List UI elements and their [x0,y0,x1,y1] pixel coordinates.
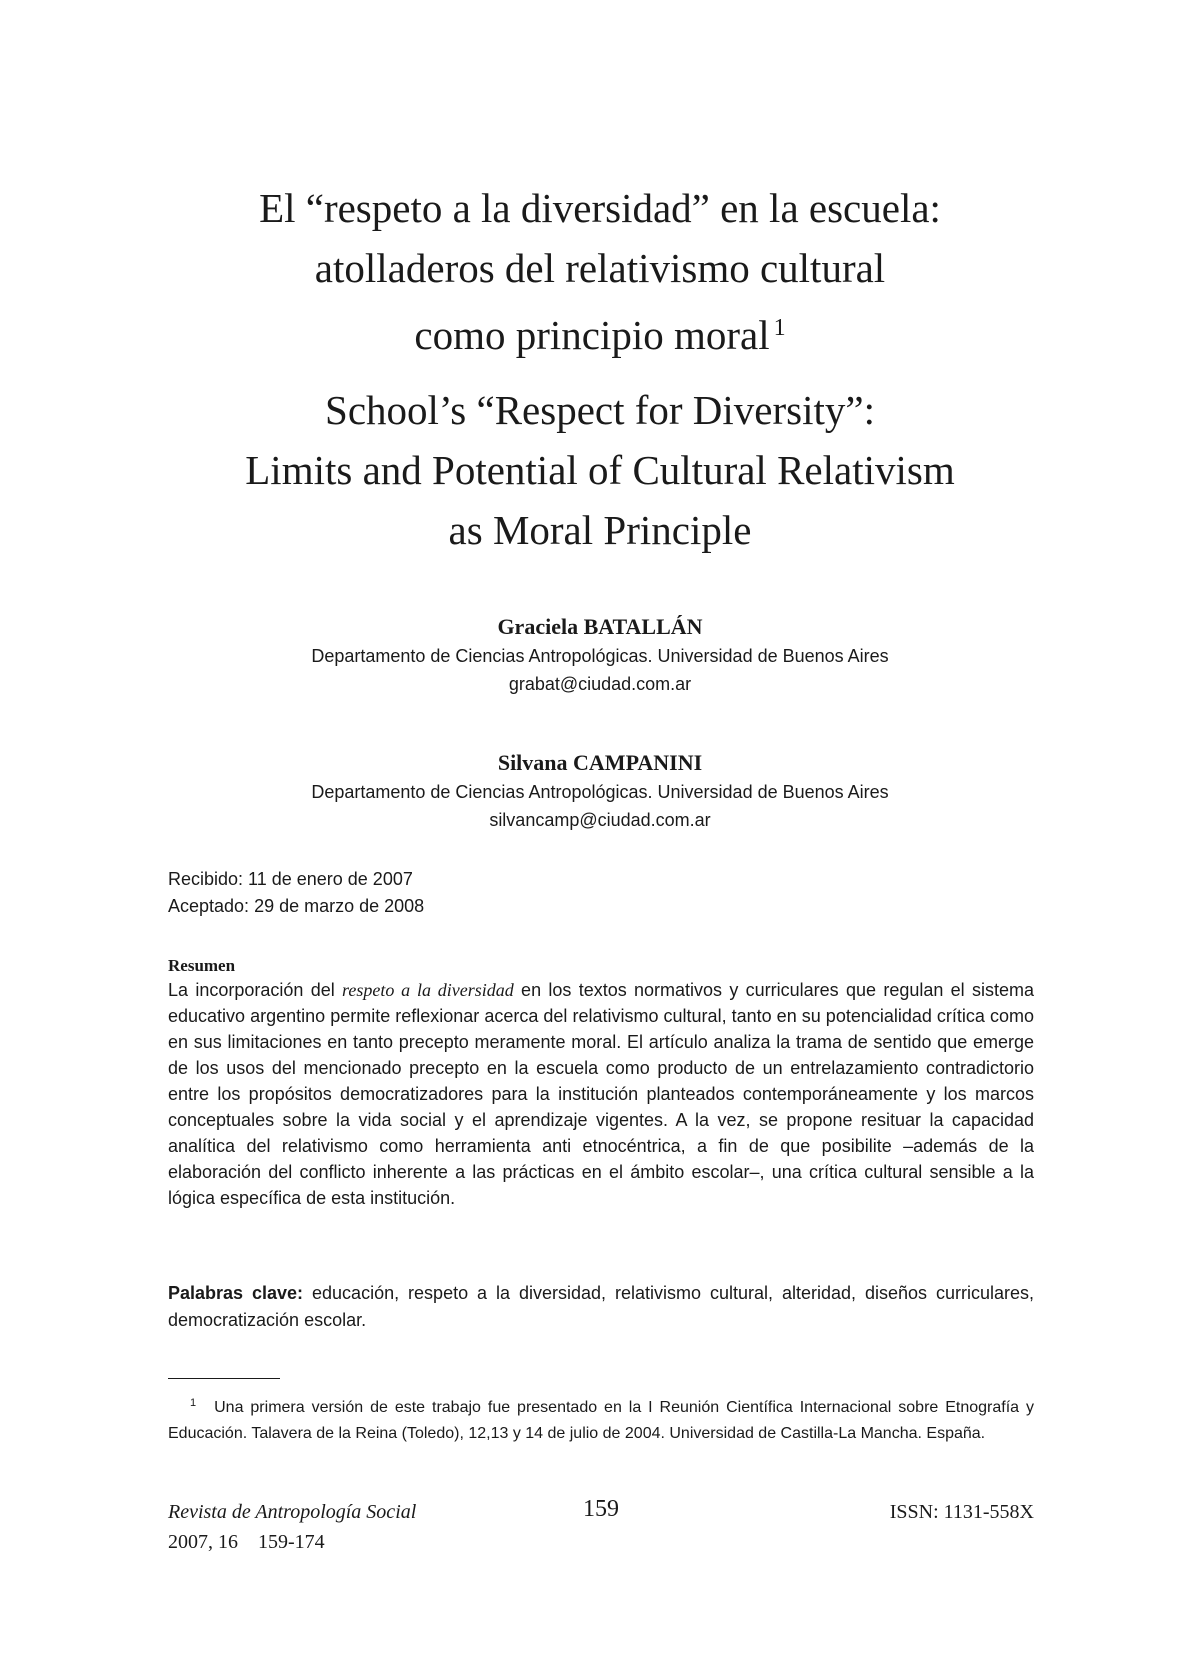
footnote [168,1390,1034,1447]
title-es-line-1: El “respeto a la diversidad” en la escuela: [259,185,941,231]
author-email[interactable]: silvancamp@ciudad.com.ar [489,810,711,830]
received-date: Recibido: 11 de enero de 2007 [168,869,413,889]
abstract-text-rest: en los textos normativos y curriculares que regulan el sistema educativo argentino permite reflexionar acerca del relativismo cultural, tanto en su potencialidad crítica como en sus limitaciones en tanto precepto meramente moral. El artículo analiza la trama de sentido que emerge de los usos del mencionado precepto en la escuela como producto de un entrelazamiento contradictorio entre los propósitos democratizadores para la institución planteados contemporáneamente y los marcos conceptuales sobre la vida social y el aprendizaje vigentes. A la vez, se propone resituar la capacidad analítica del relativismo como herramienta anti etnocéntrica, a fin de que posibilite –además de la elaboración del conflicto inherente a las prácticas en el ámbito escolar–, una crítica cultural sensible a la lógica específica de esta institución. [168,980,1035,1208]
abstract-text-start: La incorporación del [168,980,343,1000]
issn: ISSN: 1131-558X [889,1501,1034,1523]
keywords-text: educación, respeto a la diversidad, relativismo cultural, alteridad, diseños curriculares, democratización escolar. [168,1283,1035,1330]
title-es-line-3-text: como principio moral [414,312,770,358]
author-email[interactable]: grabat@ciudad.com.ar [508,674,692,694]
footnote-marker: 1 [190,1397,197,1409]
title-es-line-3 [0,298,1200,365]
abstract [168,955,1034,1211]
abstract-heading: Resumen [168,956,236,975]
volume-pages: 2007, 16 159-174 [168,1531,325,1553]
title-spanish [0,178,1200,365]
abstract-italic-phrase: respeto a la diversidad [342,980,514,1000]
title-english [0,380,1200,560]
title-en-line-2: Limits and Potential of Cultural Relativism [245,447,955,493]
title-en-line-3: as Moral Principle [448,507,752,553]
page-number: 159 [583,1496,619,1522]
title-footnote-marker[interactable]: 1 [773,315,786,341]
keywords-label: Palabras clave: [168,1283,304,1303]
accepted-date: Aceptado: 29 de marzo de 2008 [168,896,425,916]
title-en-line-1: School’s “Respect for Diversity”: [325,387,875,433]
author-name: Silvana CAMPANINI [497,750,703,775]
journal-name: Revista de Antropología Social [168,1501,417,1523]
keywords [168,1280,1034,1334]
author-affiliation: Departamento de Ciencias Antropológicas. Universidad de Buenos Aires [311,646,889,666]
footnote-divider [168,1378,280,1379]
author-name: Graciela BATALLÁN [497,614,703,639]
title-es-line-2: atolladeros del relativismo cultural [314,245,886,291]
author-block-1 [0,612,1200,698]
author-block-2 [0,748,1200,834]
abstract-text [168,977,1034,1211]
submission-dates [168,866,424,920]
footnote-text: Una primera versión de este trabajo fue presentado en la I Reunión Científica Internacional sobre Etnografía y Educación. Talavera de la Reina (Toledo), 12,13 y 14 de julio de 2004. Universidad de Castilla-La Mancha. España. [168,1399,1034,1442]
author-affiliation: Departamento de Ciencias Antropológicas. Universidad de Buenos Aires [311,782,889,802]
